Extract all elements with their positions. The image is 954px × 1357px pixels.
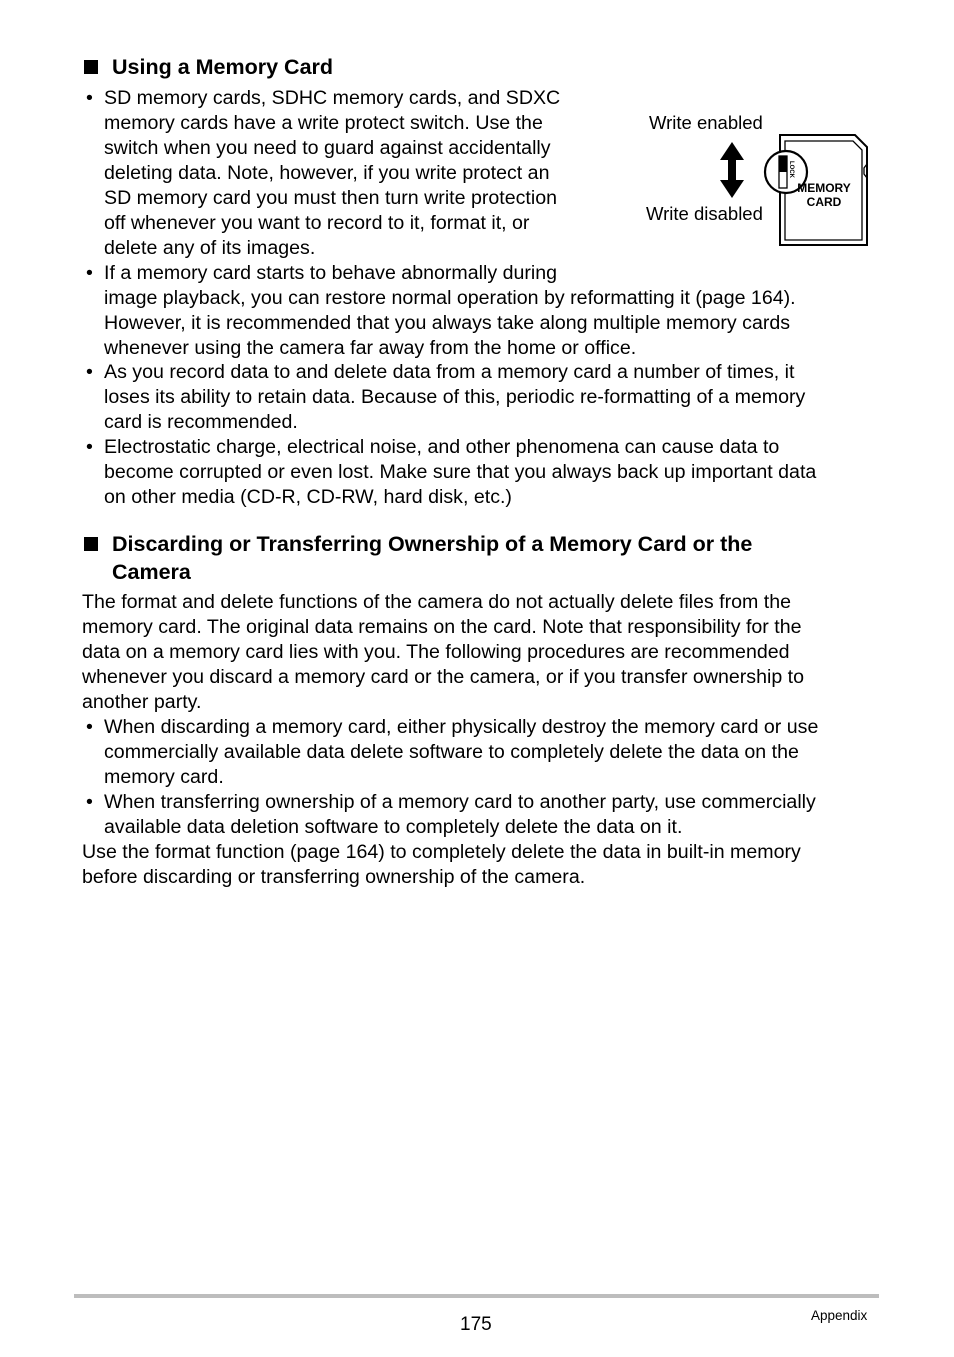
bullet-icon: • [86,716,93,738]
memory-card-diagram [715,132,875,252]
body-line: If a memory card starts to behave abnormally during [104,262,558,284]
body-line: another party. [82,691,202,713]
section-tag: Appendix [811,1308,868,1323]
bullet-icon: • [86,262,93,284]
body-line: When transferring ownership of a memory card to another party, use commercially [104,791,816,813]
body-line: memory card. The original data remains on the card. Note that responsibility for the [82,616,802,638]
square-bullet-icon [84,60,98,74]
body-line: commercially available data delete software to completely delete the data on the [104,741,799,763]
bullet-icon: • [86,361,93,383]
body-line: However, it is recommended that you always take along multiple memory cards [104,312,791,334]
body-line: switch when you need to guard against accidentally [104,137,551,159]
write-disabled-label: Write disabled [646,203,763,224]
svg-text:CARD: CARD [806,195,842,209]
body-line: SD memory cards, SDHC memory cards, and SDXC [104,87,561,109]
svg-text:LOCK: LOCK [788,161,794,178]
bullet-icon: • [86,87,93,109]
page-number: 175 [460,1314,492,1335]
svg-text:MEMORY: MEMORY [797,181,851,195]
body-line: whenever you discard a memory card or the camera, or if you transfer ownership to [82,666,805,688]
body-line: Electrostatic charge, electrical noise, and other phenomena can cause data to [104,436,780,458]
body-line: off whenever you want to record to it, format it, or [104,212,530,234]
body-line: As you record data to and delete data from a memory card a number of times, it [104,361,795,383]
body-line: When discarding a memory card, either physically destroy the memory card or use [104,716,819,738]
body-line: deleting data. Note, however, if you write protect an [104,162,550,184]
body-line: before discarding or transferring ownership of the camera. [82,866,586,888]
body-line: available data deletion software to completely delete the data on it. [104,816,683,838]
body-line: delete any of its images. [104,237,316,259]
body-line: image playback, you can restore normal operation by reformatting it (page 164). [104,287,796,309]
up-down-arrow-icon [720,142,744,198]
body-line: become corrupted or even lost. Make sure that you always back up important data [104,461,817,483]
write-enabled-label: Write enabled [649,112,763,133]
body-line: loses its ability to retain data. Because of this, periodic re-formatting of a memory [104,386,806,408]
body-line: The format and delete functions of the camera do not actually delete files from the [82,591,792,613]
body-line: on other media (CD-R, CD-RW, hard disk, etc.) [104,486,512,508]
bullet-icon: • [86,791,93,813]
bullet-icon: • [86,436,93,458]
body-line: memory cards have a write protect switch. Use the [104,112,543,134]
body-line: Use the format function (page 164) to completely delete the data in built-in memory [82,841,801,863]
body-line: whenever using the camera far away from the home or office. [104,337,637,359]
body-line: SD memory card you must then turn write protection [104,187,558,209]
body-line: data on a memory card lies with you. The following procedures are recommended [82,641,790,663]
memory-card-icon [765,135,867,245]
square-bullet-icon [84,537,98,551]
body-line: card is recommended. [104,411,298,433]
body-line: memory card. [104,766,224,788]
footer-divider [74,1294,879,1298]
